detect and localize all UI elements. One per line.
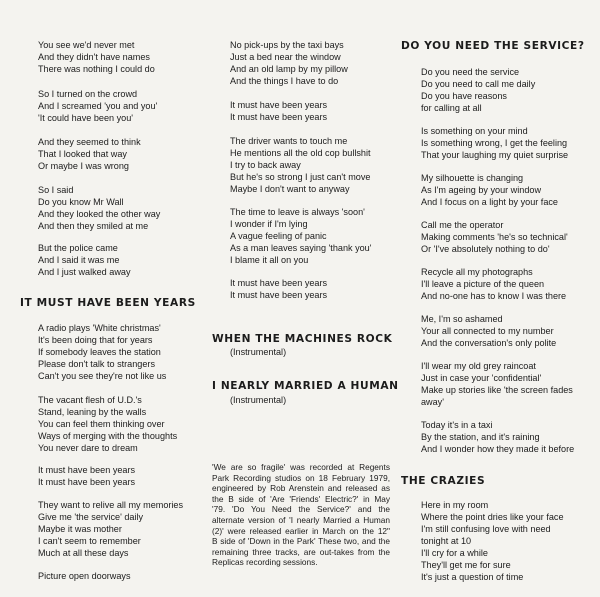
lyric-line: By the station, and it's raining (421, 432, 540, 442)
lyric-line: So I said (38, 185, 74, 195)
lyric-line: He mentions all the old cop bullshit (230, 148, 371, 158)
lyric-line: My silhouette is changing (421, 173, 524, 183)
lyric-line: I blame it all on you (230, 255, 309, 265)
lyric-line: Me, I'm so ashamed (421, 314, 503, 324)
lyric-line: Is something wrong, I get the feeling (421, 138, 568, 148)
lyric-line: Picture open doorways (38, 571, 131, 581)
lyric-line: The time to leave is always 'soon' (230, 207, 365, 217)
lyric-line: away' (421, 397, 444, 407)
lyric-line: You can feel them thinking over (38, 419, 165, 429)
lyric-line: They'll get me for sure (421, 560, 511, 570)
lyric-line: It must have been years (38, 465, 136, 475)
lyric-line: If somebody leaves the station (38, 347, 161, 357)
lyric-line: Here in my room (421, 500, 489, 510)
lyric-line: A radio plays 'White christmas' (38, 323, 161, 333)
song-title: DO YOU NEED THE SERVICE? (401, 40, 585, 52)
note-line: the B side of 'Are 'Friends' Electric?' in May (212, 493, 390, 504)
song-subtitle: (Instrumental) (230, 395, 287, 405)
lyric-line: And I said it was me (38, 255, 120, 265)
song-title: WHEN THE MACHINES ROCK (212, 333, 393, 345)
lyric-line: And I focus on a light by your face (421, 197, 558, 207)
lyric-line: I wonder if I'm lying (230, 219, 308, 229)
lyric-line: I try to back away (230, 160, 301, 170)
lyric-line: But the police came (38, 243, 118, 253)
note-line: (2)' were released earlier in March on the 12" (212, 525, 390, 536)
lyric-line: Stand, leaning by the walls (38, 407, 147, 417)
lyric-line: Ways of merging with the thoughts (38, 431, 178, 441)
lyric-line: I'm still confusing love with need (421, 524, 551, 534)
lyric-line: Maybe I don't want to anyway (230, 184, 350, 194)
lyric-line: It must have been years (230, 100, 328, 110)
lyric-line: It must have been years (230, 278, 328, 288)
lyric-line: There was nothing I could do (38, 64, 155, 74)
lyric-line: Today it's in a taxi (421, 420, 493, 430)
lyric-line: That I looked that way (38, 149, 127, 159)
lyric-line: Make up stories like 'the screen fades (421, 385, 573, 395)
lyric-line: Making comments 'he's so technical' (421, 232, 568, 242)
lyric-line: It must have been years (230, 290, 328, 300)
lyric-line: 'It could have been you' (38, 113, 133, 123)
lyric-line: And the conversation's only polite (421, 338, 557, 348)
lyric-line: You never dare to dream (38, 443, 138, 453)
lyric-line: Is something on your mind (421, 126, 528, 136)
lyric-line: Please don't talk to strangers (38, 359, 155, 369)
lyric-line: Recycle all my photographs (421, 267, 533, 277)
liner-note (212, 462, 390, 568)
lyric-line: Call me the operator (421, 220, 504, 230)
lyric-line: And the things I have to do (230, 76, 339, 86)
song-title: IT MUST HAVE BEEN YEARS (20, 297, 196, 309)
lyric-line: Just a bed near the window (230, 52, 341, 62)
song-subtitle: (Instrumental) (230, 347, 287, 357)
lyric-line: But he's so strong I just can't move (230, 172, 371, 182)
song-title: THE CRAZIES (401, 475, 486, 487)
lyric-line: So I turned on the crowd (38, 89, 138, 99)
lyric-line: And I screamed 'you and you' (38, 101, 158, 111)
lyric-line: And I wonder how they made it before (421, 444, 575, 454)
lyric-line: A vague feeling of panic (230, 231, 327, 241)
note-line: engineered by Rob Arenstein and released as (212, 483, 390, 494)
lyric-line: I'll cry for a while (421, 548, 488, 558)
lyric-line: As I'm ageing by your window (421, 185, 542, 195)
lyric-line: The driver wants to touch me (230, 136, 348, 146)
lyric-line: And no-one has to know I was there (421, 291, 567, 301)
lyric-line: Do you need the service (421, 67, 520, 77)
lyric-line: It's just a question of time (421, 572, 524, 582)
lyric-line: I'll leave a picture of the queen (421, 279, 545, 289)
lyric-line: tonight at 10 (421, 536, 472, 546)
note-line: Park Recording studios on 18 February 1979, (212, 472, 390, 483)
lyric-line: And they looked the other way (38, 209, 161, 219)
note-line: alternate version of 'I nearly Married a Human (212, 514, 390, 525)
lyric-line: And an old lamp by my pillow (230, 64, 348, 74)
note-line: Replicas recording sessions. (212, 557, 318, 568)
lyric-line: As a man leaves saying 'thank you' (230, 243, 372, 253)
lyric-line: And then they smiled at me (38, 221, 149, 231)
lyric-line: You see we'd never met (38, 40, 135, 50)
lyric-line: I can't seem to remember (38, 536, 141, 546)
lyric-line: Much at all these days (38, 548, 129, 558)
lyric-line: Can't you see they're not like us (38, 371, 167, 381)
lyric-line: Your all connected to my number (421, 326, 554, 336)
lyric-line: Do you need to call me daily (421, 79, 536, 89)
lyric-line: Give me 'the service' daily (38, 512, 144, 522)
note-line: '79. 'Do You Need the Service?' and the (212, 504, 390, 515)
lyric-line: The vacant flesh of U.D.'s (38, 395, 142, 405)
note-line: 'We are so fragile' was recorded at Regents (212, 462, 390, 472)
lyric-line: I'll wear my old grey raincoat (421, 361, 536, 371)
lyric-line: for calling at all (421, 103, 482, 113)
lyric-line: That your laughing my quiet surprise (421, 150, 569, 160)
lyric-line: No pick-ups by the taxi bays (230, 40, 344, 50)
lyric-line: Maybe it was mother (38, 524, 122, 534)
song-title: I NEARLY MARRIED A HUMAN (212, 380, 399, 392)
lyric-line: And they seemed to think (38, 137, 141, 147)
note-line: B side of 'Down in the Park' These two, and the (212, 536, 390, 547)
lyric-line: They want to relive all my memories (38, 500, 184, 510)
lyric-line: It must have been years (38, 477, 136, 487)
lyric-line: Just in case your 'confidential' (421, 373, 542, 383)
lyric-line: It must have been years (230, 112, 328, 122)
lyric-line: Do you have reasons (421, 91, 507, 101)
lyric-line: And I just walked away (38, 267, 131, 277)
lyric-line: And they didn't have names (38, 52, 150, 62)
lyric-line: Where the point dries like your face (421, 512, 564, 522)
lyric-line: Or 'I've absolutely nothing to do' (421, 244, 550, 254)
lyric-line: It's been doing that for years (38, 335, 153, 345)
lyric-line: Or maybe I was wrong (38, 161, 129, 171)
note-line: remaining three tracks, are out-takes from the (212, 546, 390, 557)
lyric-line: Do you know Mr Wall (38, 197, 124, 207)
